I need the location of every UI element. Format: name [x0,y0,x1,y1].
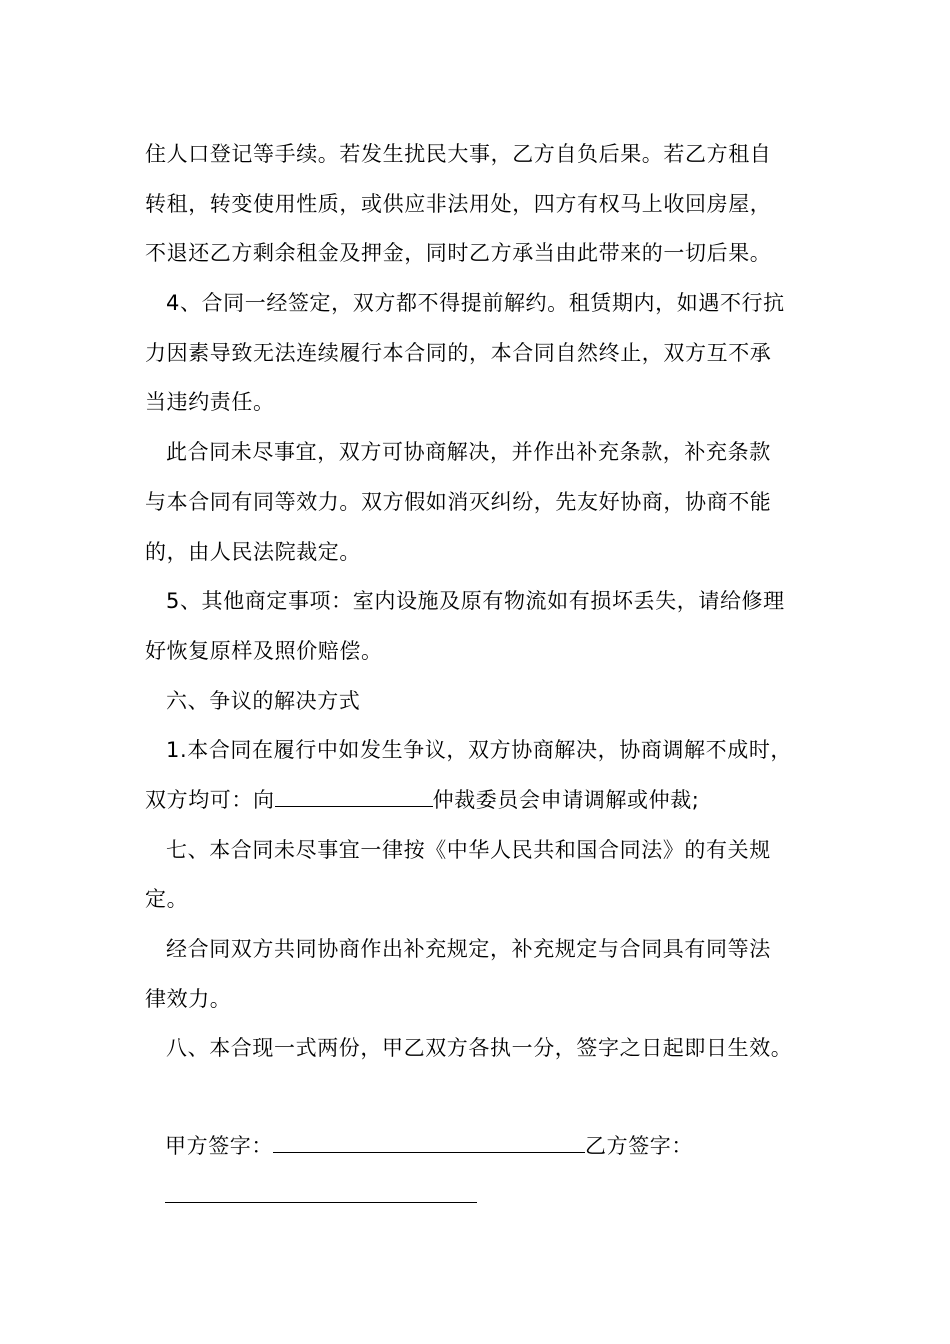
party-a-label: 甲方签字： [165,1134,273,1158]
text-line: 住人口登记等手续。若发生扰民大事，乙方自负后果。若乙方租自 [145,142,772,166]
text-line: 律效力。 [145,986,232,1011]
party-b-label: 乙方签字： [585,1134,693,1158]
text-line: 的，由人民法院裁定。 [145,539,361,564]
clause-4-line: 4、合同一经签定，双方都不得提前解约。租赁期内，如遇不行抗 [166,291,785,316]
supplement-line: 此合同未尽事宜，双方可协商解决，并作出补充条款，补充条款 [166,440,771,465]
dispute-clause-line: 1.本合同在履行中如发生争议，双方协商解决，协商调解不成时， [166,738,793,763]
arbitration-prefix: 双方均可：向 [145,787,275,812]
text-line: 转租，转变使用性质，或供应非法用处，四方有权马上收回房屋， [145,191,772,216]
section-8-line: 八、本合现一式两份，甲乙双方各执一分，签字之日起即日生效。 [166,1036,793,1061]
clause-5-line: 5、其他商定事项：室内设施及原有物流如有损坏丢失，请给修理 [166,589,785,614]
arbitration-line [145,776,825,826]
supplement-rule-line: 经合同双方共同协商作出补充规定，补充规定与合同具有同等法 [166,937,771,961]
contract-body [145,130,825,1074]
party-b-signature-row [165,1172,865,1222]
arbitration-suffix: 仲裁委员会申请调解或仲裁; [432,787,700,812]
section-7-line: 七、本合同未尽事宜一律按《中华人民共和国合同法》的有关规 [166,837,771,862]
text-line: 与本合同有同等效力。双方假如消灭纠纷，先友好协商，协商不能 [145,489,772,514]
arbitration-blank[interactable] [275,788,433,807]
text-line: 不退还乙方剩余租金及押金，同时乙方承当由此带来的一切后果。 [145,241,772,266]
text-line: 当违约责任。 [145,390,275,415]
party-b-signature-blank[interactable] [165,1184,477,1203]
section-6-heading: 六、争议的解决方式 [166,688,361,713]
party-a-signature-blank[interactable] [273,1134,585,1153]
text-line: 力因素导致无法连续履行本合同的，本合同自然终止，双方互不承 [145,340,772,365]
text-line: 好恢复原样及照价赔偿。 [145,638,383,663]
signature-area [165,1122,865,1221]
signature-line [165,1122,865,1172]
text-line: 定。 [145,887,189,912]
